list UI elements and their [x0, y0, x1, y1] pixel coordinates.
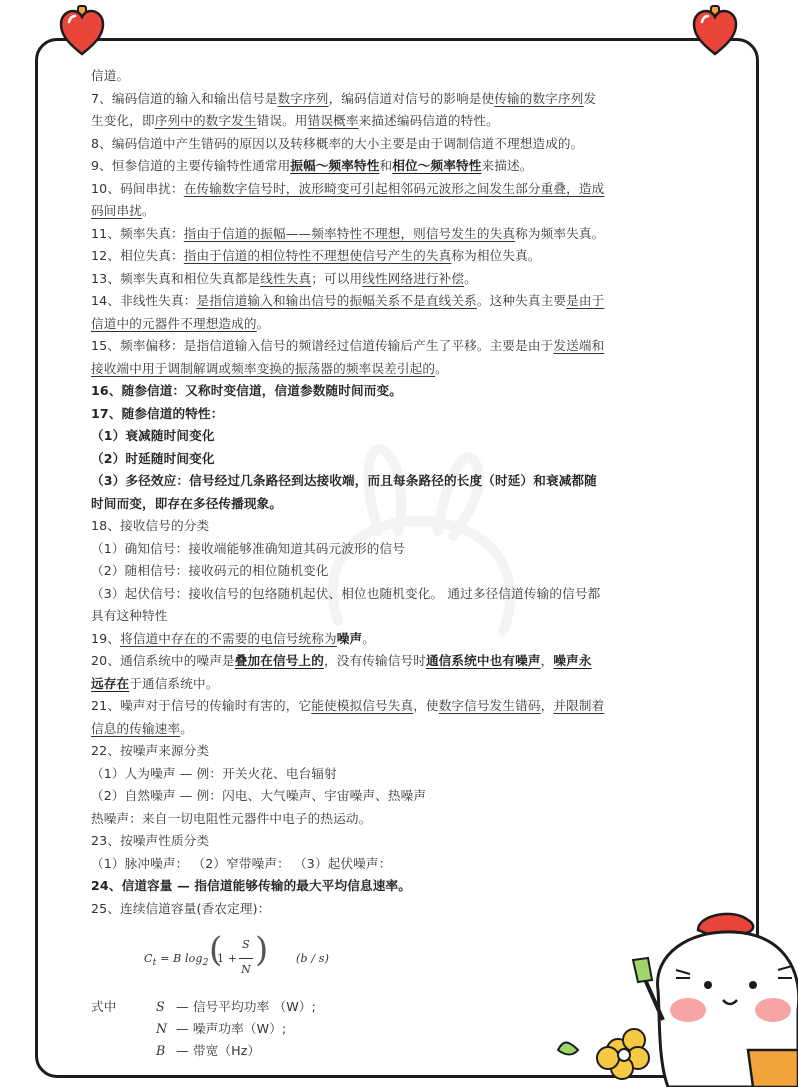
text-segment: 。	[180, 720, 193, 736]
text-line	[91, 178, 689, 201]
text-segment: 。	[464, 270, 477, 286]
text-line	[91, 448, 689, 471]
text-segment: 于通信系统中。	[129, 675, 219, 691]
text-line	[91, 380, 689, 403]
text-segment: 能使模拟信号失真	[311, 698, 414, 713]
text-line	[91, 695, 689, 718]
def-symbol: B	[156, 1043, 166, 1058]
text-line	[91, 358, 689, 381]
text-segment: 错误概率	[307, 113, 359, 128]
formula-numerator: S	[239, 934, 253, 959]
text-line	[91, 763, 689, 786]
text-line	[91, 740, 689, 763]
text-line	[91, 133, 689, 156]
def-row	[156, 1018, 286, 1040]
text-segment: 指由于信道的振幅——频率特性不理想，则信号发生的失真	[183, 225, 516, 241]
text-segment: 是指信道输入和输出信号的振幅关系不是直线关系	[196, 293, 477, 308]
text-segment: 15、频率偏移：是指信道输入信号的频谱经过信道传输后产生了平移。主要是由于	[91, 338, 554, 353]
text-line	[91, 65, 689, 88]
text-segment: 12、相位失真：	[91, 248, 184, 263]
text-segment: 。	[256, 315, 270, 331]
text-segment: 传输的数字序列	[494, 90, 584, 106]
def-symbol: N	[156, 1021, 168, 1036]
text-segment: 具有这种特性	[91, 608, 168, 623]
text-segment: 11、频率失真：	[91, 225, 184, 241]
heart-pin-icon	[59, 4, 105, 56]
text-segment: ，	[540, 653, 554, 668]
text-segment: 。	[435, 360, 448, 376]
text-segment: 线性网络进行补偿	[362, 270, 465, 286]
text-line	[91, 808, 689, 831]
text-segment: 19、	[91, 630, 121, 646]
text-segment: 10、码间串扰：	[91, 180, 184, 196]
text-line	[91, 425, 689, 448]
text-segment: 远存在	[91, 675, 130, 691]
formula-c-sub: t	[152, 957, 157, 969]
text-segment: ，	[540, 698, 554, 713]
text-line	[91, 830, 689, 853]
text-line	[91, 605, 689, 628]
left-paren: (	[209, 930, 223, 970]
text-line	[91, 335, 689, 358]
formula-unit: (b / s)	[296, 952, 330, 965]
text-line	[91, 650, 689, 673]
text-segment: 码间串扰	[91, 203, 142, 218]
text-segment: 噪声永	[553, 653, 592, 668]
text-segment: 序列中的数字发生	[154, 113, 257, 128]
text-segment: 9、恒参信道的主要传输特性通常用	[91, 158, 291, 173]
text-line	[91, 88, 689, 111]
text-segment: 信道中的元器件不理想造成的	[91, 315, 257, 331]
text-segment: 信道。	[91, 68, 130, 83]
text-segment: 18、接收信号的分类	[91, 518, 210, 533]
text-line	[91, 875, 689, 898]
defs-label: 式中	[91, 999, 117, 1014]
text-segment: 17、随参信道的特性：	[91, 405, 224, 421]
text-line	[91, 493, 689, 516]
formula-log-base: 2	[202, 957, 209, 969]
text-line	[91, 718, 689, 741]
text-line	[91, 268, 689, 291]
text-segment: 相位～频率特性	[392, 158, 482, 173]
text-segment: 发送端和	[553, 338, 605, 353]
text-segment: 21、噪声对于信号的传输时有害的，它	[91, 698, 312, 713]
text-segment: 将信道中存在的不需要的电信号统称为	[120, 630, 337, 646]
text-segment: 25、连续信道容量(香农定理)：	[91, 900, 271, 916]
text-segment: 线性失真	[260, 270, 312, 286]
right-paren: )	[255, 930, 269, 970]
def-text: — 噪声功率（W）;	[176, 1021, 287, 1036]
def-row	[156, 996, 316, 1018]
text-line	[91, 628, 689, 651]
text-segment: 24、信道容量 — 指信道能够传输的最大平均信息速率。	[91, 878, 412, 893]
text-segment: （2）时延随时间变化	[91, 450, 215, 466]
text-segment: （1）确知信号：接收端能够准确知道其码元波形的信号	[91, 540, 406, 556]
text-segment: （3）起伏信号：接收信号的包络随机起伏、相位也随机变化。 通过多径信道传输的信号都	[91, 585, 601, 601]
text-segment: 数字信号发生错码	[438, 698, 541, 713]
flower-icon	[558, 1029, 649, 1079]
text-segment: 时间而变，即存在多径传播现象。	[91, 495, 283, 511]
text-segment: 信息的传输速率	[91, 720, 181, 736]
text-line	[91, 583, 689, 606]
text-segment: 通信系统中也有噪声	[425, 653, 541, 668]
formula-one-plus: 1 +	[217, 952, 238, 965]
text-segment: 生变化，即	[91, 113, 155, 128]
text-line	[91, 290, 689, 313]
text-line	[91, 853, 689, 876]
formula-fraction	[239, 934, 253, 981]
text-segment: （1）衰减随时间变化	[91, 428, 215, 443]
text-segment: 接收端中用于调制解调或频率变换的振荡器的频率误差引起的	[91, 360, 436, 376]
text-line	[91, 538, 689, 561]
text-segment: 。	[362, 630, 375, 646]
text-line	[91, 673, 689, 696]
text-segment: （1）脉冲噪声： （2）窄带噪声： （3）起伏噪声：	[91, 855, 392, 871]
text-segment: 23、按噪声性质分类	[91, 833, 210, 848]
heart-pin-icon	[692, 4, 738, 56]
text-line	[91, 110, 689, 133]
text-segment: （2）自然噪声 — 例：闪电、大气噪声、宇宙噪声、热噪声	[91, 788, 427, 803]
text-segment: 7、编码信道的输入和输出信号是	[91, 90, 278, 106]
text-segment: 叠加在信号上的	[234, 653, 324, 668]
text-segment: 20、通信系统中的噪声是	[91, 653, 235, 668]
text-line	[91, 155, 689, 178]
text-line	[91, 200, 689, 223]
text-segment: 称为相位失真。	[451, 248, 541, 263]
text-line	[91, 560, 689, 583]
text-line	[91, 223, 689, 246]
text-line	[91, 785, 689, 808]
def-row	[156, 1040, 260, 1062]
text-segment: 和	[379, 158, 393, 173]
text-segment: 称为频率失真。	[515, 225, 605, 241]
def-text: — 带宽（Hz）	[176, 1043, 261, 1058]
text-segment: ；可以用	[311, 270, 363, 286]
def-symbol: S	[156, 999, 165, 1014]
formula-mid: = B log	[160, 952, 203, 965]
text-segment: 振幅～频率特性	[290, 158, 380, 173]
text-segment: 是由于	[566, 293, 605, 308]
text-segment: 22、按噪声来源分类	[91, 743, 210, 758]
text-segment: 在传输数字信号时，波形畸变可引起相邻码元波形之间发生部分重叠，造成	[183, 180, 605, 196]
text-line	[91, 403, 689, 426]
text-line	[91, 313, 689, 336]
text-segment: （1）人为噪声 — 例：开关火花、电台辐射	[91, 765, 337, 781]
text-line	[91, 515, 689, 538]
text-segment: 8、编码信道中产生错码的原因以及转移概率的大小主要是由于调制信道不理想造成的。	[91, 135, 584, 151]
text-segment: 并限制着	[553, 698, 605, 713]
text-segment: 13、频率失真和相位失真都是	[91, 270, 261, 286]
cat-mascot-icon	[548, 900, 798, 1087]
text-segment: ，编码信道对信号的影响是使	[328, 90, 495, 106]
def-text: — 信号平均功率 （W）;	[176, 999, 316, 1014]
text-segment: 噪声	[336, 630, 363, 646]
formula-lhs	[144, 948, 209, 975]
text-segment: 数字序列	[277, 90, 329, 106]
text-segment: （3）多径效应：信号经过几条路径到达接收端，而且每条路径的长度（时延）和衰减都随	[91, 473, 597, 488]
text-segment: 16、随参信道：又称时变信道，信道参数随时间而变。	[91, 383, 402, 398]
text-segment: 。这种失真主要	[476, 293, 567, 308]
formula-denominator: N	[241, 962, 251, 976]
text-segment: 来描述编码信道的特性。	[358, 113, 499, 128]
text-segment: 指由于信道的相位特性不理想使信号产生的失真	[183, 248, 452, 263]
text-segment: 热噪声：来自一切电阻性元器件中电子的热运动。	[91, 810, 372, 826]
text-segment: 发	[583, 90, 597, 106]
formula-c: C	[144, 952, 153, 965]
text-segment: 错误。用	[256, 113, 308, 128]
text-segment: ，没有传输信号时	[323, 653, 426, 668]
text-segment: （2）随相信号：接收码元的相位随机变化	[91, 563, 329, 578]
text-line	[91, 470, 689, 493]
text-segment: 来描述。	[481, 158, 533, 173]
text-segment: ，使	[413, 698, 439, 713]
text-segment: 。	[141, 203, 155, 218]
text-line	[91, 245, 689, 268]
text-segment: 14、非线性失真：	[91, 293, 197, 308]
